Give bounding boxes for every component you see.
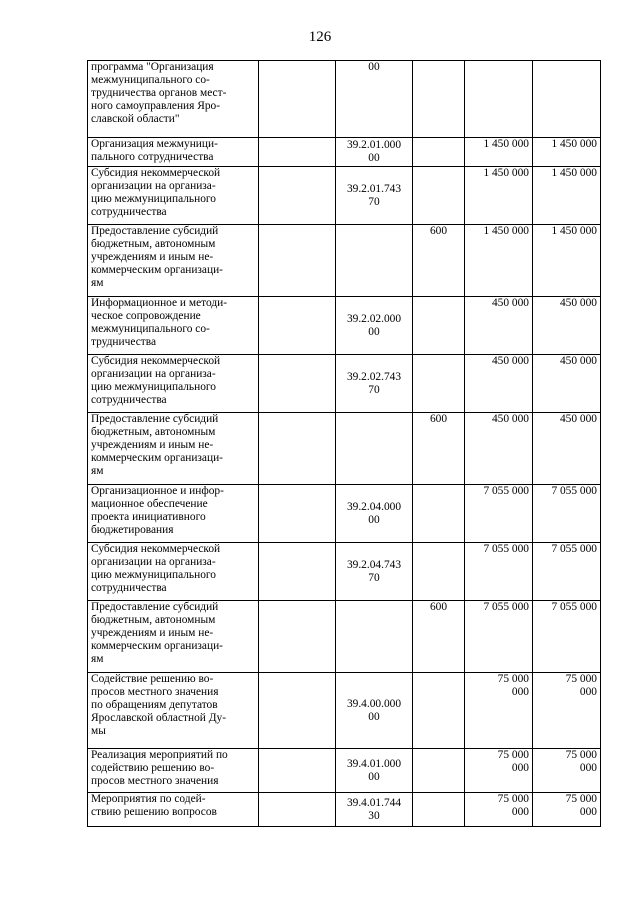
cell-expense-type bbox=[413, 355, 465, 413]
cell-amount-2 bbox=[533, 61, 601, 138]
cell-line: учреждениям и иным не- bbox=[91, 439, 214, 451]
cell-line: 39.2.02.000 bbox=[346, 312, 402, 325]
cell-name bbox=[88, 138, 259, 167]
cell-line: ствию решению вопросов bbox=[91, 806, 217, 818]
cell-line: организации на организа- bbox=[91, 180, 216, 192]
cell-line: мационное обеспечение bbox=[91, 498, 208, 510]
cell-line: 00 bbox=[368, 61, 380, 73]
cell-line: Предоставление субсидий bbox=[91, 601, 219, 613]
cell-code bbox=[336, 167, 413, 225]
cell-line: 75 000 bbox=[565, 793, 597, 805]
cell-amount-1 bbox=[465, 138, 533, 167]
cell-amount-2 bbox=[533, 749, 601, 793]
cell-line: Мероприятия по содей- bbox=[91, 793, 206, 805]
table-row bbox=[88, 485, 601, 543]
cell-expense-type bbox=[413, 138, 465, 167]
cell-empty bbox=[259, 167, 336, 225]
cell-line: 000 bbox=[579, 762, 597, 774]
cell-empty bbox=[259, 413, 336, 485]
cell-line: Субсидия некоммерческой bbox=[91, 355, 221, 367]
cell-line: 39.2.04.000 bbox=[346, 500, 402, 513]
cell-line: 70 bbox=[368, 571, 380, 584]
cell-line: содействию решению во- bbox=[91, 762, 215, 774]
cell-line: 39.2.02.743 bbox=[346, 370, 402, 383]
cell-line: Субсидия некоммерческой bbox=[91, 167, 221, 179]
cell-line: 75 000 bbox=[565, 749, 597, 761]
cell-line: Предоставление субсидий bbox=[91, 225, 219, 237]
cell-line: ческое сопровождение bbox=[91, 310, 201, 322]
cell-expense-type bbox=[413, 543, 465, 601]
table-row bbox=[88, 749, 601, 793]
cell-line: сотрудничества bbox=[91, 582, 167, 594]
cell-line: бюджетным, автономным bbox=[91, 238, 216, 250]
cell-line: Реализация мероприятий по bbox=[91, 749, 228, 761]
cell-line: организации на организа- bbox=[91, 556, 216, 568]
cell-line: коммерческим организаци- bbox=[91, 452, 223, 464]
cell-expense-type bbox=[413, 601, 465, 673]
cell-amount-2 bbox=[533, 297, 601, 355]
cell-amount-2 bbox=[533, 601, 601, 673]
cell-empty bbox=[259, 793, 336, 827]
cell-amount-1 bbox=[465, 543, 533, 601]
cell-expense-type bbox=[413, 61, 465, 138]
cell-line: ного самоуправления Яро- bbox=[91, 100, 221, 112]
cell-line: сотрудничества bbox=[91, 394, 167, 406]
cell-amount-1 bbox=[465, 225, 533, 297]
cell-line: 450 000 bbox=[559, 355, 597, 367]
cell-line: 7 055 000 bbox=[551, 543, 597, 555]
cell-line: проекта инициативного bbox=[91, 511, 206, 523]
cell-line: просов местного значения bbox=[91, 686, 219, 698]
cell-expense-type bbox=[413, 793, 465, 827]
cell-line: 600 bbox=[429, 601, 448, 613]
table-row bbox=[88, 167, 601, 225]
cell-line: 600 bbox=[429, 413, 448, 425]
cell-empty bbox=[259, 297, 336, 355]
cell-line: 1 450 000 bbox=[483, 225, 529, 237]
cell-line: Организация межмуници- bbox=[91, 138, 218, 150]
cell-line: 75 000 bbox=[497, 749, 529, 761]
table-row bbox=[88, 61, 601, 138]
cell-line: 1 450 000 bbox=[551, 167, 597, 179]
budget-table-body bbox=[88, 61, 601, 827]
cell-line: ям bbox=[91, 277, 104, 289]
cell-line: просов местного значения bbox=[91, 775, 219, 787]
cell-line: по обращениям депутатов bbox=[91, 699, 218, 711]
cell-expense-type bbox=[413, 673, 465, 749]
table-row bbox=[88, 601, 601, 673]
cell-line: 7 055 000 bbox=[483, 601, 529, 613]
cell-empty bbox=[259, 749, 336, 793]
cell-amount-1 bbox=[465, 297, 533, 355]
cell-name bbox=[88, 543, 259, 601]
cell-empty bbox=[259, 225, 336, 297]
cell-line: учреждениям и иным не- bbox=[91, 627, 214, 639]
cell-empty bbox=[259, 601, 336, 673]
cell-name bbox=[88, 749, 259, 793]
cell-line: 000 bbox=[579, 806, 597, 818]
cell-line: 00 bbox=[368, 325, 380, 338]
table-row bbox=[88, 413, 601, 485]
table-row bbox=[88, 793, 601, 827]
cell-line: 70 bbox=[368, 383, 380, 396]
table-row bbox=[88, 297, 601, 355]
cell-line: коммерческим организаци- bbox=[91, 264, 223, 276]
cell-line: межмуниципального со- bbox=[91, 74, 210, 86]
cell-line: трудничества bbox=[91, 336, 157, 348]
cell-empty bbox=[259, 485, 336, 543]
cell-line: 1 450 000 bbox=[483, 138, 529, 150]
cell-line: бюджетным, автономным bbox=[91, 614, 216, 626]
cell-name bbox=[88, 601, 259, 673]
cell-expense-type bbox=[413, 167, 465, 225]
cell-line: 7 055 000 bbox=[483, 485, 529, 497]
cell-line: 39.2.01.000 bbox=[346, 139, 402, 151]
cell-line: славской области" bbox=[91, 113, 180, 125]
cell-amount-1 bbox=[465, 61, 533, 138]
cell-code bbox=[336, 138, 413, 167]
cell-empty bbox=[259, 355, 336, 413]
cell-line: 450 000 bbox=[491, 413, 529, 425]
cell-name bbox=[88, 225, 259, 297]
cell-line: 39.4.01.000 bbox=[346, 757, 402, 770]
cell-expense-type bbox=[413, 485, 465, 543]
cell-line: коммерческим организаци- bbox=[91, 640, 223, 652]
cell-line: 450 000 bbox=[559, 413, 597, 425]
cell-line: 00 bbox=[368, 513, 380, 526]
cell-line: 1 450 000 bbox=[551, 138, 597, 150]
cell-line: 7 055 000 bbox=[551, 601, 597, 613]
cell-expense-type bbox=[413, 749, 465, 793]
cell-line: 00 bbox=[368, 710, 380, 723]
cell-name bbox=[88, 167, 259, 225]
cell-amount-2 bbox=[533, 355, 601, 413]
cell-code bbox=[336, 225, 413, 297]
cell-empty bbox=[259, 673, 336, 749]
cell-amount-2 bbox=[533, 225, 601, 297]
cell-line: 30 bbox=[368, 809, 380, 822]
cell-name bbox=[88, 413, 259, 485]
cell-line: 1 450 000 bbox=[551, 225, 597, 237]
cell-code bbox=[336, 793, 413, 827]
table-row bbox=[88, 138, 601, 167]
cell-name bbox=[88, 355, 259, 413]
table-row bbox=[88, 543, 601, 601]
cell-line: мы bbox=[91, 725, 106, 737]
cell-line: цию межмуниципального bbox=[91, 381, 216, 393]
cell-name bbox=[88, 61, 259, 138]
page-number: 126 bbox=[308, 29, 332, 45]
cell-empty bbox=[259, 138, 336, 167]
table-row bbox=[88, 225, 601, 297]
cell-line: 1 450 000 bbox=[483, 167, 529, 179]
cell-line: межмуниципального со- bbox=[91, 323, 210, 335]
table-row bbox=[88, 355, 601, 413]
cell-amount-2 bbox=[533, 413, 601, 485]
cell-line: ям bbox=[91, 465, 104, 477]
cell-amount-2 bbox=[533, 485, 601, 543]
cell-line: 450 000 bbox=[559, 297, 597, 309]
cell-code bbox=[336, 749, 413, 793]
cell-line: 450 000 bbox=[491, 355, 529, 367]
cell-code bbox=[336, 61, 413, 138]
cell-amount-2 bbox=[533, 673, 601, 749]
cell-amount-2 bbox=[533, 793, 601, 827]
cell-code bbox=[336, 601, 413, 673]
cell-name bbox=[88, 673, 259, 749]
cell-line: цию межмуниципального bbox=[91, 569, 216, 581]
cell-code bbox=[336, 413, 413, 485]
cell-amount-1 bbox=[465, 793, 533, 827]
cell-amount-1 bbox=[465, 413, 533, 485]
cell-line: Субсидия некоммерческой bbox=[91, 543, 221, 555]
cell-line: Содействие решению во- bbox=[91, 673, 214, 685]
cell-amount-2 bbox=[533, 167, 601, 225]
cell-line: 000 bbox=[511, 806, 529, 818]
cell-line: 39.4.00.000 bbox=[346, 697, 402, 710]
cell-line: 39.4.01.744 bbox=[346, 796, 402, 809]
cell-line: 450 000 bbox=[491, 297, 529, 309]
budget-table bbox=[87, 60, 601, 827]
cell-amount-1 bbox=[465, 167, 533, 225]
cell-name bbox=[88, 485, 259, 543]
cell-line: 00 bbox=[368, 770, 380, 783]
cell-line: 000 bbox=[579, 686, 597, 698]
cell-line: Организационное и инфор- bbox=[91, 485, 224, 497]
cell-code bbox=[336, 485, 413, 543]
cell-line: 39.2.04.743 bbox=[346, 558, 402, 571]
cell-line: 75 000 bbox=[565, 673, 597, 685]
cell-amount-1 bbox=[465, 749, 533, 793]
cell-code bbox=[336, 673, 413, 749]
cell-line: 600 bbox=[429, 225, 448, 237]
cell-line: 75 000 bbox=[497, 793, 529, 805]
cell-amount-2 bbox=[533, 543, 601, 601]
cell-expense-type bbox=[413, 413, 465, 485]
cell-line: цию межмуниципального bbox=[91, 193, 216, 205]
cell-line: бюджетным, автономным bbox=[91, 426, 216, 438]
cell-line: программа "Организация bbox=[91, 61, 214, 73]
cell-line: 000 bbox=[511, 762, 529, 774]
cell-line: ям bbox=[91, 653, 104, 665]
cell-amount-2 bbox=[533, 138, 601, 167]
cell-line: 000 bbox=[511, 686, 529, 698]
cell-code bbox=[336, 297, 413, 355]
cell-line: организации на организа- bbox=[91, 368, 216, 380]
cell-amount-1 bbox=[465, 485, 533, 543]
cell-name bbox=[88, 297, 259, 355]
cell-line: 7 055 000 bbox=[483, 543, 529, 555]
cell-amount-1 bbox=[465, 673, 533, 749]
cell-code bbox=[336, 543, 413, 601]
cell-code bbox=[336, 355, 413, 413]
cell-empty bbox=[259, 543, 336, 601]
cell-line: бюджетирования bbox=[91, 524, 174, 536]
cell-line: 00 bbox=[368, 152, 380, 164]
cell-line: учреждениям и иным не- bbox=[91, 251, 214, 263]
cell-line: Ярославской областной Ду- bbox=[91, 712, 227, 724]
cell-name bbox=[88, 793, 259, 827]
table-row bbox=[88, 673, 601, 749]
cell-line: сотрудничества bbox=[91, 206, 167, 218]
cell-line: пального сотрудничества bbox=[91, 151, 214, 163]
cell-line: 70 bbox=[368, 195, 380, 208]
cell-expense-type bbox=[413, 225, 465, 297]
cell-amount-1 bbox=[465, 601, 533, 673]
cell-line: 7 055 000 bbox=[551, 485, 597, 497]
cell-line: 39.2.01.743 bbox=[346, 182, 402, 195]
cell-empty bbox=[259, 61, 336, 138]
cell-line: Предоставление субсидий bbox=[91, 413, 219, 425]
cell-line: трудничества органов мест- bbox=[91, 87, 227, 99]
cell-amount-1 bbox=[465, 355, 533, 413]
cell-line: 75 000 bbox=[497, 673, 529, 685]
cell-expense-type bbox=[413, 297, 465, 355]
cell-line: Информационное и методи- bbox=[91, 297, 228, 309]
